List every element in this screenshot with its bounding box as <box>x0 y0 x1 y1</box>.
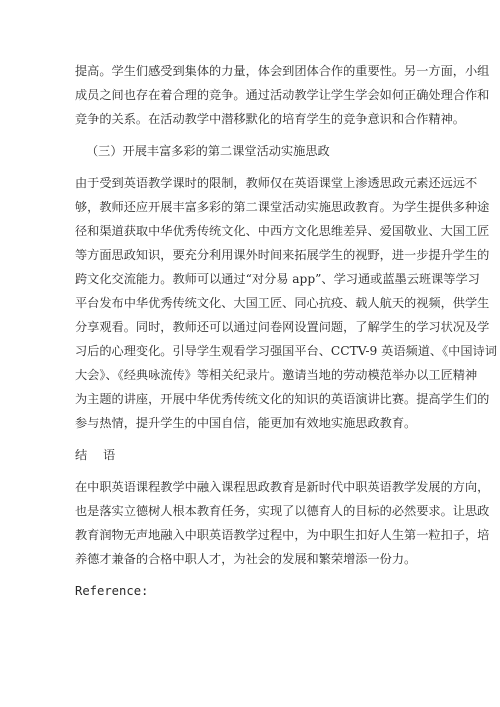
reference-heading: Reference: <box>75 584 149 598</box>
paragraph-line: 径和渠道获取中华优秀传统文化、中西方文化思维差异、爱国敬业、大国工匠 <box>75 224 490 238</box>
paragraph-line: 教育润物无声地融入中职英语教学过程中，为中职生扣好人生第一粒扣子，培 <box>75 528 490 542</box>
paragraph-line: 由于受到英语教学课时的限制，教师仅在英语课堂上渗透思政元素还远远不 <box>75 176 478 190</box>
paragraph-line: 竞争的关系。在活动教学中潜移默化的培育学生的竞争意识和合作精神。 <box>75 112 465 126</box>
paragraph-line: 养德才兼备的合格中职人才，为社会的发展和繁荣增添一份力。 <box>75 552 417 566</box>
paragraph-line: 大会》、《经典咏流传》等相关纪录片。邀请当地的劳动模范举办以工匠精神 <box>75 368 478 382</box>
paragraph-line: 成员之间也存在着合理的竞争。通过活动教学让学生学会如何正确处理合作和 <box>75 88 490 102</box>
paragraph-line: 跨文化交流能力。教师可以通过“对分易 app”、学习通或蓝墨云班课等学习 <box>75 272 480 286</box>
paragraph-line: 等方面思政知识，要充分利用课外时间来拓展学生的视野，进一步提升学生的 <box>75 248 490 262</box>
conclusion-heading: 结 语 <box>75 448 122 462</box>
paragraph-line: 在中职英语课程教学中融入课程思政教育是新时代中职英语教学发展的方向， <box>75 480 490 494</box>
paragraph-line: 提高。学生们感受到集体的力量，体会到团体合作的重要性。另一方面，小组 <box>75 64 490 78</box>
paragraph-line: 分享观看。同时，教师还可以通过问卷网设置问题，了解学生的学习状况及学 <box>75 320 490 334</box>
paragraph-line: 平台发布中华优秀传统文化、大国工匠、同心抗疫、载人航天的视频，供学生 <box>75 296 490 310</box>
paragraph-line: 也是落实立德树人根本教育任务，实现了以德育人的目标的必然要求。让思政 <box>75 504 490 518</box>
section-heading: （三）开展丰富多彩的第二课堂活动实施思政 <box>86 144 330 158</box>
paragraph-line: 习后的心理变化。引导学生观看学习强国平台、CCTV-9 英语频道、《中国诗词 <box>75 344 497 358</box>
paragraph-line: 为主题的讲座，开展中华优秀传统文化的知识的英语演讲比赛。提高学生们的 <box>75 392 490 406</box>
paragraph-line: 参与热情，提升学生的中国自信，能更加有效地实施思政教育。 <box>75 416 417 430</box>
paragraph-line: 够，教师还应开展丰富多彩的第二课堂活动实施思政教育。为学生提供多种途 <box>75 200 490 214</box>
